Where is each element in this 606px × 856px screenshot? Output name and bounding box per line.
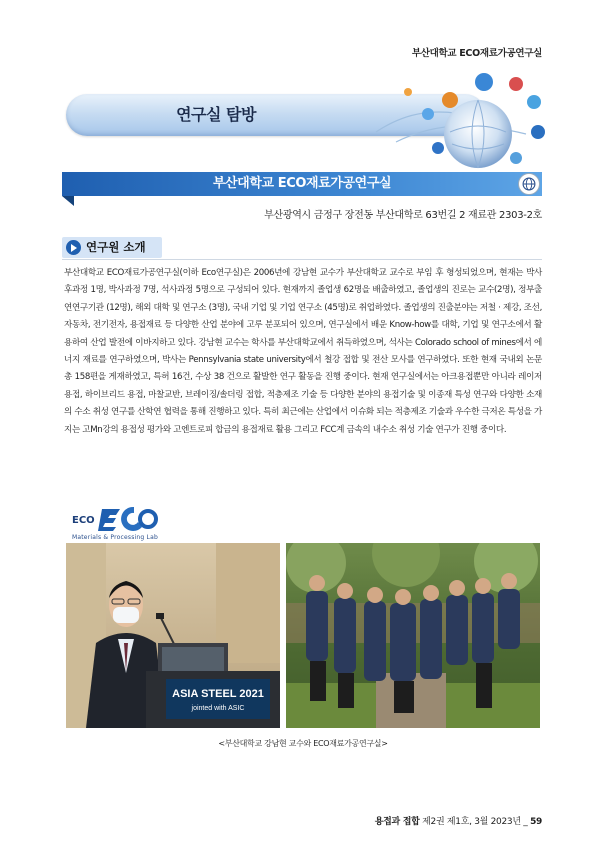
lab-address: 부산광역시 금정구 장전동 부산대학로 63번길 2 재료관 2303-2호 — [264, 210, 542, 221]
running-header: 부산대학교 ECO재료가공연구실 — [411, 48, 542, 59]
section-banner — [66, 90, 536, 140]
page-footer — [375, 814, 542, 827]
journal-name: 용접과 접합 — [374, 817, 420, 827]
eco-lab-logo — [66, 505, 176, 545]
section-heading: 연구원 소개 — [86, 240, 146, 254]
photo-professor — [66, 543, 280, 728]
banner-title: 연구실 탐방 — [176, 105, 256, 124]
lab-title: 부산대학교 ECO재료가공연구실 — [212, 176, 392, 191]
issue-info: 제2권 제1호, 3월 2023년 _ — [419, 817, 531, 827]
body-paragraph: 부산대학교 ECO재료가공연구실(이하 Eco연구실)은 2006년에 강남현 교수가 부산대학교 교수로 부임 후 형성되었으며, 현재는 박사후과정 1명, 박사과정 7명, 석사과정 5명으로 구성되어 있다. 현재까지 졸업생 62명을 배출하였고, 졸업생의 진로는 교수(2명), 정부출연연구기관 (12명), 해외 대학 및 연구소 (3명), 국내 기업 및 기업 연구소 (45명)로 취업하였다. 졸업생의 진출분야는 저철 · 제강, 조선, 자동차, 전기전자, 용접재료 등 다양한 산업 분야에 고루 분포되어 있으며, 연구실에서 배운 Know-how를 대학, 기업 및 연구소에서 활용하여 산업 발전에 이바지하고 있다. 강남현 교수는 학사를 부산대학교에서 취득하였으며, 석사는 Colorado school of mines에서 에너지 재료를 연구하였으며, 박사는 Pennsylvania state university에서 철강 접합 및 전산 모사를 연구하였다. 또한 현재 국내외 논문 총 158편을 게재하였고, 특허 16건, 수상 38 건으로 활발한 연구 활동을 진행 중이다. 현재 연구실에서는 아크용접뿐만 아니라 레이저 용접, 하이브리드 용접, 마찰교반, 브레이징/솔더링 접합, 적층제조 기술 등 다양한 분야의 용접기술 및 이종재 특성 연구와 다양한 소재의 수소 취성 연구를 산학연 협력을 통해 진행하고 있다. 특히 최근에는 산업에서 이슈화 되는 적층제조 기술과 우수한 극저온 특성을 가지는 고Mn강의 용접성 평가와 고엔트로피 합금의 용접재료 활용 그리고 FCC계 금속의 내수소 취성 기술 연구가 진행 중이다. — [64, 268, 542, 435]
eco-logo-mark-icon — [98, 505, 158, 533]
tech-globe-illustration — [366, 62, 566, 172]
photo-group — [286, 543, 540, 728]
lab-title-bar-fold — [62, 196, 74, 206]
podium-sign-title: ASIA STEEL 2021 — [172, 688, 264, 700]
page-number: 59 — [530, 817, 542, 827]
podium-sign-subtitle: jointed with ASIC — [191, 705, 245, 712]
globe-icon — [518, 173, 540, 195]
logo-subtitle: Materials & Processing Lab — [72, 534, 158, 541]
section-divider — [62, 259, 542, 260]
photo-caption: <부산대학교 강남현 교수와 ECO재료가공연구실> — [218, 739, 388, 748]
logo-text: ECO — [72, 515, 95, 526]
play-bullet-icon — [66, 240, 81, 255]
